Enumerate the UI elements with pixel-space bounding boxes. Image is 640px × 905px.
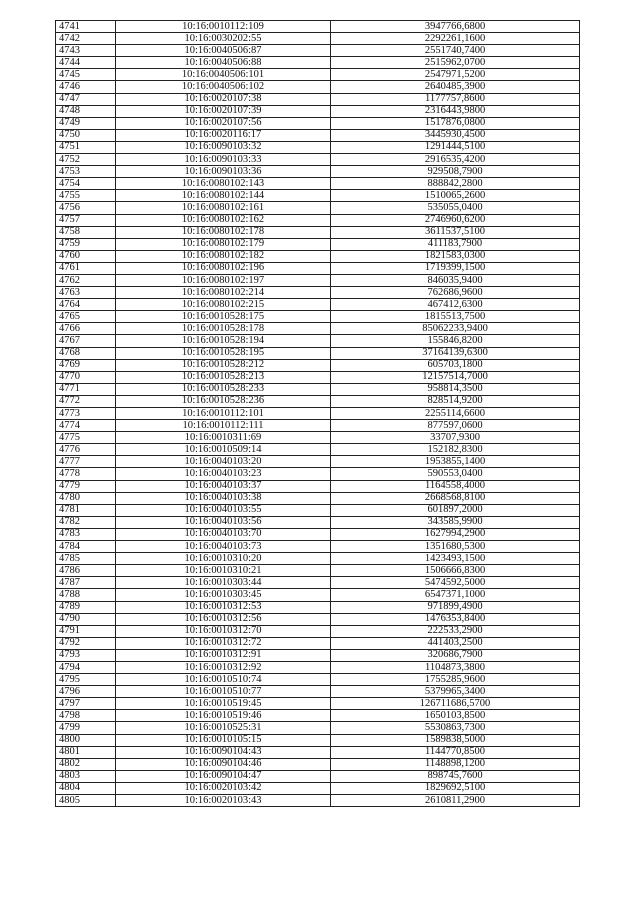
cadastral-number-cell: 10:16:0010528:195 <box>116 347 331 359</box>
row-number-cell: 4752 <box>56 154 116 166</box>
cadastral-number-cell: 10:16:0080102:182 <box>116 250 331 262</box>
value-cell: 5379965,3400 <box>331 686 580 698</box>
cadastral-number-cell: 10:16:0010509:14 <box>116 444 331 456</box>
table-row <box>56 770 580 782</box>
row-number-cell: 4741 <box>56 21 116 33</box>
table-row <box>56 649 580 661</box>
cadastral-number-cell: 10:16:0020116:17 <box>116 129 331 141</box>
row-number-cell: 4757 <box>56 214 116 226</box>
table-body <box>56 21 580 807</box>
cadastral-number-cell: 10:16:0080102:161 <box>116 202 331 214</box>
row-number-cell: 4805 <box>56 795 116 807</box>
row-number-cell: 4774 <box>56 420 116 432</box>
row-number-cell: 4753 <box>56 166 116 178</box>
value-cell: 2916535,4200 <box>331 154 580 166</box>
value-cell: 5474592,5000 <box>331 577 580 589</box>
table-row <box>56 57 580 69</box>
row-number-cell: 4745 <box>56 69 116 81</box>
value-cell: 343585,9900 <box>331 516 580 528</box>
table-row <box>56 359 580 371</box>
row-number-cell: 4751 <box>56 141 116 153</box>
cadastral-number-cell: 10:16:0040103:23 <box>116 468 331 480</box>
cadastral-number-cell: 10:16:0010312:91 <box>116 649 331 661</box>
cadastral-number-cell: 10:16:0040506:102 <box>116 81 331 93</box>
value-cell: 590553,0400 <box>331 468 580 480</box>
row-number-cell: 4787 <box>56 577 116 589</box>
row-number-cell: 4771 <box>56 383 116 395</box>
table-row <box>56 238 580 250</box>
cadastral-number-cell: 10:16:0040103:38 <box>116 492 331 504</box>
value-cell: 1517876,0800 <box>331 117 580 129</box>
table-row <box>56 722 580 734</box>
value-cell: 2547971,5200 <box>331 69 580 81</box>
table-row <box>56 371 580 383</box>
value-cell: 2640485,3900 <box>331 81 580 93</box>
value-cell: 126711686,5700 <box>331 698 580 710</box>
cadastral-number-cell: 10:16:0090103:32 <box>116 141 331 153</box>
value-cell: 898745,7600 <box>331 770 580 782</box>
row-number-cell: 4789 <box>56 601 116 613</box>
row-number-cell: 4802 <box>56 758 116 770</box>
value-cell: 929508,7900 <box>331 166 580 178</box>
table-row <box>56 323 580 335</box>
value-cell: 37164139,6300 <box>331 347 580 359</box>
row-number-cell: 4756 <box>56 202 116 214</box>
table-row <box>56 758 580 770</box>
cadastral-number-cell: 10:16:0010105:15 <box>116 734 331 746</box>
table-row <box>56 93 580 105</box>
cadastral-number-cell: 10:16:0010528:212 <box>116 359 331 371</box>
row-number-cell: 4748 <box>56 105 116 117</box>
table-row <box>56 311 580 323</box>
cadastral-number-cell: 10:16:0020107:56 <box>116 117 331 129</box>
cadastral-number-cell: 10:16:0010528:236 <box>116 395 331 407</box>
cadastral-number-cell: 10:16:0040103:20 <box>116 456 331 468</box>
row-number-cell: 4778 <box>56 468 116 480</box>
cadastral-number-cell: 10:16:0010528:178 <box>116 323 331 335</box>
row-number-cell: 4781 <box>56 504 116 516</box>
table-row <box>56 287 580 299</box>
table-row <box>56 21 580 33</box>
cadastral-number-cell: 10:16:0020107:39 <box>116 105 331 117</box>
value-cell: 2292261,1600 <box>331 33 580 45</box>
value-cell: 846035,9400 <box>331 274 580 286</box>
cadastral-number-cell: 10:16:0080102:197 <box>116 274 331 286</box>
row-number-cell: 4795 <box>56 674 116 686</box>
value-cell: 1650103,8500 <box>331 710 580 722</box>
cadastral-number-cell: 10:16:0010525:31 <box>116 722 331 734</box>
value-cell: 12157514,7000 <box>331 371 580 383</box>
cadastral-number-cell: 10:16:0040506:101 <box>116 69 331 81</box>
table-row <box>56 795 580 807</box>
value-cell: 3611537,5100 <box>331 226 580 238</box>
value-cell: 6547371,1000 <box>331 589 580 601</box>
row-number-cell: 4765 <box>56 311 116 323</box>
row-number-cell: 4800 <box>56 734 116 746</box>
table-row <box>56 528 580 540</box>
row-number-cell: 4790 <box>56 613 116 625</box>
table-row <box>56 190 580 202</box>
value-cell: 1510065,2600 <box>331 190 580 202</box>
table-row <box>56 698 580 710</box>
row-number-cell: 4763 <box>56 287 116 299</box>
table-row <box>56 299 580 311</box>
cadastral-number-cell: 10:16:0030202:55 <box>116 33 331 45</box>
cadastral-number-cell: 10:16:0010310:21 <box>116 565 331 577</box>
cadastral-number-cell: 10:16:0010528:194 <box>116 335 331 347</box>
table-row <box>56 395 580 407</box>
cadastral-number-cell: 10:16:0040103:55 <box>116 504 331 516</box>
value-cell: 222533,2900 <box>331 625 580 637</box>
cadastral-number-cell: 10:16:0080102:178 <box>116 226 331 238</box>
value-cell: 1829692,5100 <box>331 782 580 794</box>
cadastral-number-cell: 10:16:0020107:38 <box>116 93 331 105</box>
table-row <box>56 45 580 57</box>
value-cell: 155846,8200 <box>331 335 580 347</box>
row-number-cell: 4797 <box>56 698 116 710</box>
row-number-cell: 4803 <box>56 770 116 782</box>
value-cell: 2255114,6600 <box>331 408 580 420</box>
value-cell: 1104873,3800 <box>331 661 580 673</box>
cadastral-number-cell: 10:16:0090104:46 <box>116 758 331 770</box>
table-row <box>56 202 580 214</box>
table-row <box>56 674 580 686</box>
table-row <box>56 154 580 166</box>
row-number-cell: 4783 <box>56 528 116 540</box>
value-cell: 2746960,6200 <box>331 214 580 226</box>
value-cell: 2551740,7400 <box>331 45 580 57</box>
cadastral-number-cell: 10:16:0010510:77 <box>116 686 331 698</box>
table-row <box>56 81 580 93</box>
row-number-cell: 4773 <box>56 408 116 420</box>
table-row <box>56 420 580 432</box>
row-number-cell: 4761 <box>56 262 116 274</box>
value-cell: 2610811,2900 <box>331 795 580 807</box>
value-cell: 441403,2500 <box>331 637 580 649</box>
table-row <box>56 710 580 722</box>
row-number-cell: 4792 <box>56 637 116 649</box>
table-row <box>56 456 580 468</box>
row-number-cell: 4755 <box>56 190 116 202</box>
cadastral-number-cell: 10:16:0040103:70 <box>116 528 331 540</box>
table-row <box>56 577 580 589</box>
table-row <box>56 601 580 613</box>
table-row <box>56 504 580 516</box>
value-cell: 1423493,1500 <box>331 553 580 565</box>
cadastral-number-cell: 10:16:0010112:111 <box>116 420 331 432</box>
cadastral-number-cell: 10:16:0090103:33 <box>116 154 331 166</box>
table-row <box>56 734 580 746</box>
document-table <box>55 20 580 807</box>
value-cell: 1953855,1400 <box>331 456 580 468</box>
value-cell: 320686,7900 <box>331 649 580 661</box>
cadastral-number-cell: 10:16:0010112:101 <box>116 408 331 420</box>
cadastral-number-cell: 10:16:0080102:215 <box>116 299 331 311</box>
row-number-cell: 4747 <box>56 93 116 105</box>
row-number-cell: 4759 <box>56 238 116 250</box>
table-row <box>56 250 580 262</box>
value-cell: 877597,0600 <box>331 420 580 432</box>
cadastral-number-cell: 10:16:0010310:20 <box>116 553 331 565</box>
cadastral-number-cell: 10:16:0010510:74 <box>116 674 331 686</box>
cadastral-number-cell: 10:16:0090104:47 <box>116 770 331 782</box>
table-row <box>56 553 580 565</box>
table-row <box>56 166 580 178</box>
cadastral-number-cell: 10:16:0080102:179 <box>116 238 331 250</box>
table-row <box>56 613 580 625</box>
table-row <box>56 661 580 673</box>
table-row <box>56 468 580 480</box>
cadastral-number-cell: 10:16:0020103:43 <box>116 795 331 807</box>
table-row <box>56 141 580 153</box>
value-cell: 2515962,0700 <box>331 57 580 69</box>
cadastral-number-cell: 10:16:0090104:43 <box>116 746 331 758</box>
table-row <box>56 746 580 758</box>
cadastral-number-cell: 10:16:0010528:233 <box>116 383 331 395</box>
value-cell: 1177757,8600 <box>331 93 580 105</box>
value-cell: 1164558,4000 <box>331 480 580 492</box>
value-cell: 1719399,1500 <box>331 262 580 274</box>
value-cell: 535055,0400 <box>331 202 580 214</box>
row-number-cell: 4768 <box>56 347 116 359</box>
row-number-cell: 4784 <box>56 541 116 553</box>
table-row <box>56 117 580 129</box>
cadastral-number-cell: 10:16:0010303:45 <box>116 589 331 601</box>
row-number-cell: 4750 <box>56 129 116 141</box>
value-cell: 5530863,7300 <box>331 722 580 734</box>
cadastral-number-cell: 10:16:0010528:213 <box>116 371 331 383</box>
table-row <box>56 33 580 45</box>
table-row <box>56 492 580 504</box>
table-row <box>56 226 580 238</box>
cadastral-number-cell: 10:16:0010312:92 <box>116 661 331 673</box>
value-cell: 33707,9300 <box>331 432 580 444</box>
row-number-cell: 4764 <box>56 299 116 311</box>
row-number-cell: 4777 <box>56 456 116 468</box>
value-cell: 971899,4900 <box>331 601 580 613</box>
table-row <box>56 480 580 492</box>
cadastral-number-cell: 10:16:0010312:56 <box>116 613 331 625</box>
value-cell: 958814,3500 <box>331 383 580 395</box>
table-row <box>56 335 580 347</box>
table-row <box>56 541 580 553</box>
cadastral-number-cell: 10:16:0010312:70 <box>116 625 331 637</box>
table-row <box>56 69 580 81</box>
row-number-cell: 4794 <box>56 661 116 673</box>
row-number-cell: 4776 <box>56 444 116 456</box>
cadastral-number-cell: 10:16:0080102:162 <box>116 214 331 226</box>
row-number-cell: 4742 <box>56 33 116 45</box>
table-row <box>56 686 580 698</box>
row-number-cell: 4769 <box>56 359 116 371</box>
value-cell: 467412,6300 <box>331 299 580 311</box>
table-row <box>56 432 580 444</box>
table-row <box>56 274 580 286</box>
table-row <box>56 589 580 601</box>
table-row <box>56 105 580 117</box>
row-number-cell: 4782 <box>56 516 116 528</box>
cadastral-number-cell: 10:16:0040103:73 <box>116 541 331 553</box>
row-number-cell: 4798 <box>56 710 116 722</box>
row-number-cell: 4766 <box>56 323 116 335</box>
row-number-cell: 4772 <box>56 395 116 407</box>
row-number-cell: 4786 <box>56 565 116 577</box>
value-cell: 601897,2000 <box>331 504 580 516</box>
cadastral-number-cell: 10:16:0010519:45 <box>116 698 331 710</box>
value-cell: 1815513,7500 <box>331 311 580 323</box>
cadastral-number-cell: 10:16:0080102:143 <box>116 178 331 190</box>
value-cell: 1476353,8400 <box>331 613 580 625</box>
row-number-cell: 4793 <box>56 649 116 661</box>
row-number-cell: 4749 <box>56 117 116 129</box>
row-number-cell: 4801 <box>56 746 116 758</box>
value-cell: 1144770,8500 <box>331 746 580 758</box>
table-row <box>56 625 580 637</box>
row-number-cell: 4791 <box>56 625 116 637</box>
value-cell: 3947766,6800 <box>331 21 580 33</box>
value-cell: 85062233,9400 <box>331 323 580 335</box>
value-cell: 1589838,5000 <box>331 734 580 746</box>
cadastral-number-cell: 10:16:0040506:88 <box>116 57 331 69</box>
cadastral-number-cell: 10:16:0040103:37 <box>116 480 331 492</box>
row-number-cell: 4785 <box>56 553 116 565</box>
cadastral-number-cell: 10:16:0080102:144 <box>116 190 331 202</box>
value-cell: 2316443,9800 <box>331 105 580 117</box>
row-number-cell: 4760 <box>56 250 116 262</box>
row-number-cell: 4743 <box>56 45 116 57</box>
row-number-cell: 4762 <box>56 274 116 286</box>
row-number-cell: 4796 <box>56 686 116 698</box>
table-row <box>56 178 580 190</box>
value-cell: 1506666,8300 <box>331 565 580 577</box>
row-number-cell: 4780 <box>56 492 116 504</box>
table-row <box>56 516 580 528</box>
row-number-cell: 4770 <box>56 371 116 383</box>
value-cell: 152182,8300 <box>331 444 580 456</box>
value-cell: 1148898,1200 <box>331 758 580 770</box>
row-number-cell: 4788 <box>56 589 116 601</box>
value-cell: 411183,7900 <box>331 238 580 250</box>
table-row <box>56 408 580 420</box>
row-number-cell: 4746 <box>56 81 116 93</box>
table-row <box>56 214 580 226</box>
cadastral-number-cell: 10:16:0010312:53 <box>116 601 331 613</box>
table-row <box>56 782 580 794</box>
value-cell: 2668568,8100 <box>331 492 580 504</box>
value-cell: 828514,9200 <box>331 395 580 407</box>
cadastral-number-cell: 10:16:0010519:46 <box>116 710 331 722</box>
value-cell: 1755285,9600 <box>331 674 580 686</box>
value-cell: 1821583,0300 <box>331 250 580 262</box>
row-number-cell: 4754 <box>56 178 116 190</box>
row-number-cell: 4779 <box>56 480 116 492</box>
value-cell: 1351680,5300 <box>331 541 580 553</box>
value-cell: 1627994,2900 <box>331 528 580 540</box>
table-row <box>56 129 580 141</box>
table-row <box>56 444 580 456</box>
cadastral-number-cell: 10:16:0040506:87 <box>116 45 331 57</box>
value-cell: 762686,9600 <box>331 287 580 299</box>
cadastral-number-cell: 10:16:0040103:56 <box>116 516 331 528</box>
row-number-cell: 4744 <box>56 57 116 69</box>
cadastral-number-cell: 10:16:0020103:42 <box>116 782 331 794</box>
row-number-cell: 4767 <box>56 335 116 347</box>
cadastral-number-cell: 10:16:0010303:44 <box>116 577 331 589</box>
row-number-cell: 4775 <box>56 432 116 444</box>
value-cell: 605703,1800 <box>331 359 580 371</box>
table-row <box>56 347 580 359</box>
value-cell: 888842,2800 <box>331 178 580 190</box>
cadastral-number-cell: 10:16:0010112:109 <box>116 21 331 33</box>
cadastral-number-cell: 10:16:0090103:36 <box>116 166 331 178</box>
row-number-cell: 4804 <box>56 782 116 794</box>
table-row <box>56 565 580 577</box>
table-row <box>56 262 580 274</box>
value-cell: 3445930,4500 <box>331 129 580 141</box>
row-number-cell: 4758 <box>56 226 116 238</box>
cadastral-number-cell: 10:16:0010312:72 <box>116 637 331 649</box>
cadastral-number-cell: 10:16:0010311:69 <box>116 432 331 444</box>
cadastral-number-cell: 10:16:0080102:196 <box>116 262 331 274</box>
cadastral-number-cell: 10:16:0010528:175 <box>116 311 331 323</box>
cadastral-number-cell: 10:16:0080102:214 <box>116 287 331 299</box>
row-number-cell: 4799 <box>56 722 116 734</box>
table-row <box>56 383 580 395</box>
value-cell: 1291444,5100 <box>331 141 580 153</box>
table-row <box>56 637 580 649</box>
